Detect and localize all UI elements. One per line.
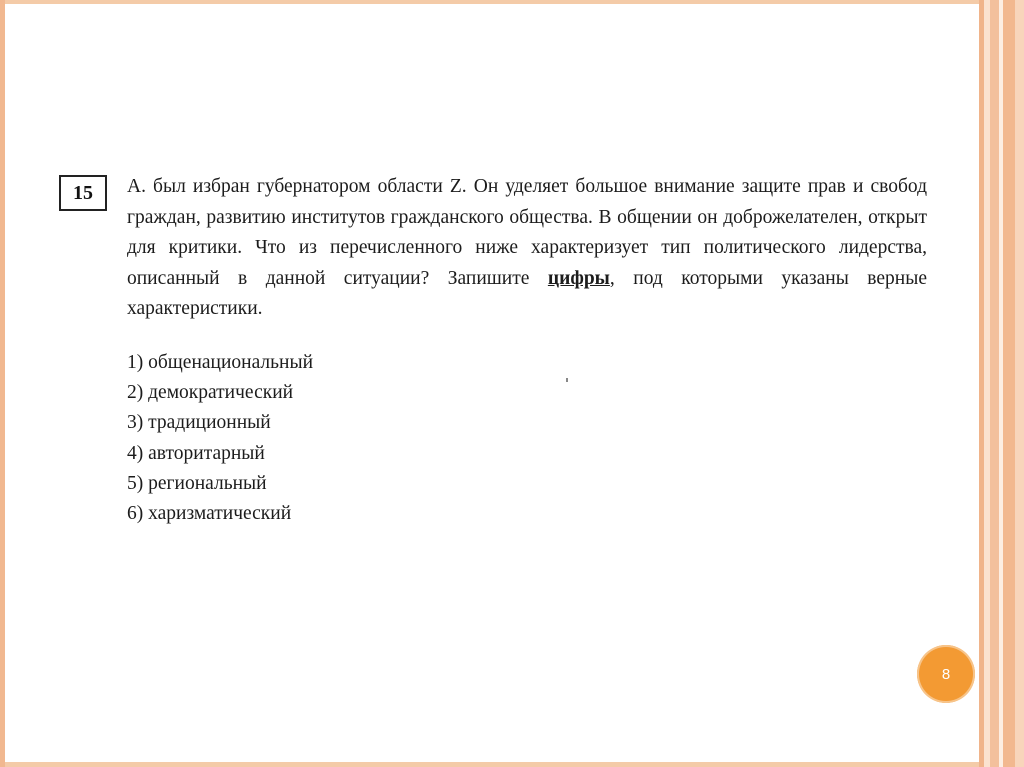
task-text-part-2: , под которыми указаны верные характеристики. (127, 267, 927, 319)
decorative-right-stripes (979, 0, 1024, 767)
option-1: 1) общенациональный (127, 352, 314, 373)
task-text-emphasis: цифры (547, 267, 610, 289)
page-number-badge (917, 645, 975, 703)
frame-bottom-border (5, 762, 979, 767)
answer-options-list (127, 348, 313, 529)
option-5: 5) региональный (127, 472, 267, 494)
option-3: 3) традиционный (127, 412, 271, 434)
option-6: 6) харизматический (127, 503, 292, 525)
task-question (127, 172, 927, 325)
page-number: 8 (941, 665, 951, 683)
frame-left-border (0, 0, 5, 767)
task-number: 15 (73, 181, 93, 204)
option-2: 2) демократический (127, 382, 294, 404)
task-text-part-1: А. был избран губернатором области Z. Он уделяет большое внимание защите прав и свобод граждан, развитию институтов гражданского общества. В общении он доброжелателен, открыт для критики. Что из перечисленного ниже характеризует тип политического лидерства, описанный в данной ситуации? Запишите (127, 176, 927, 289)
scan-speck (566, 378, 568, 382)
frame-top-border (5, 0, 979, 4)
task-number-box (59, 175, 107, 211)
option-4: 4) авторитарный (127, 442, 265, 464)
